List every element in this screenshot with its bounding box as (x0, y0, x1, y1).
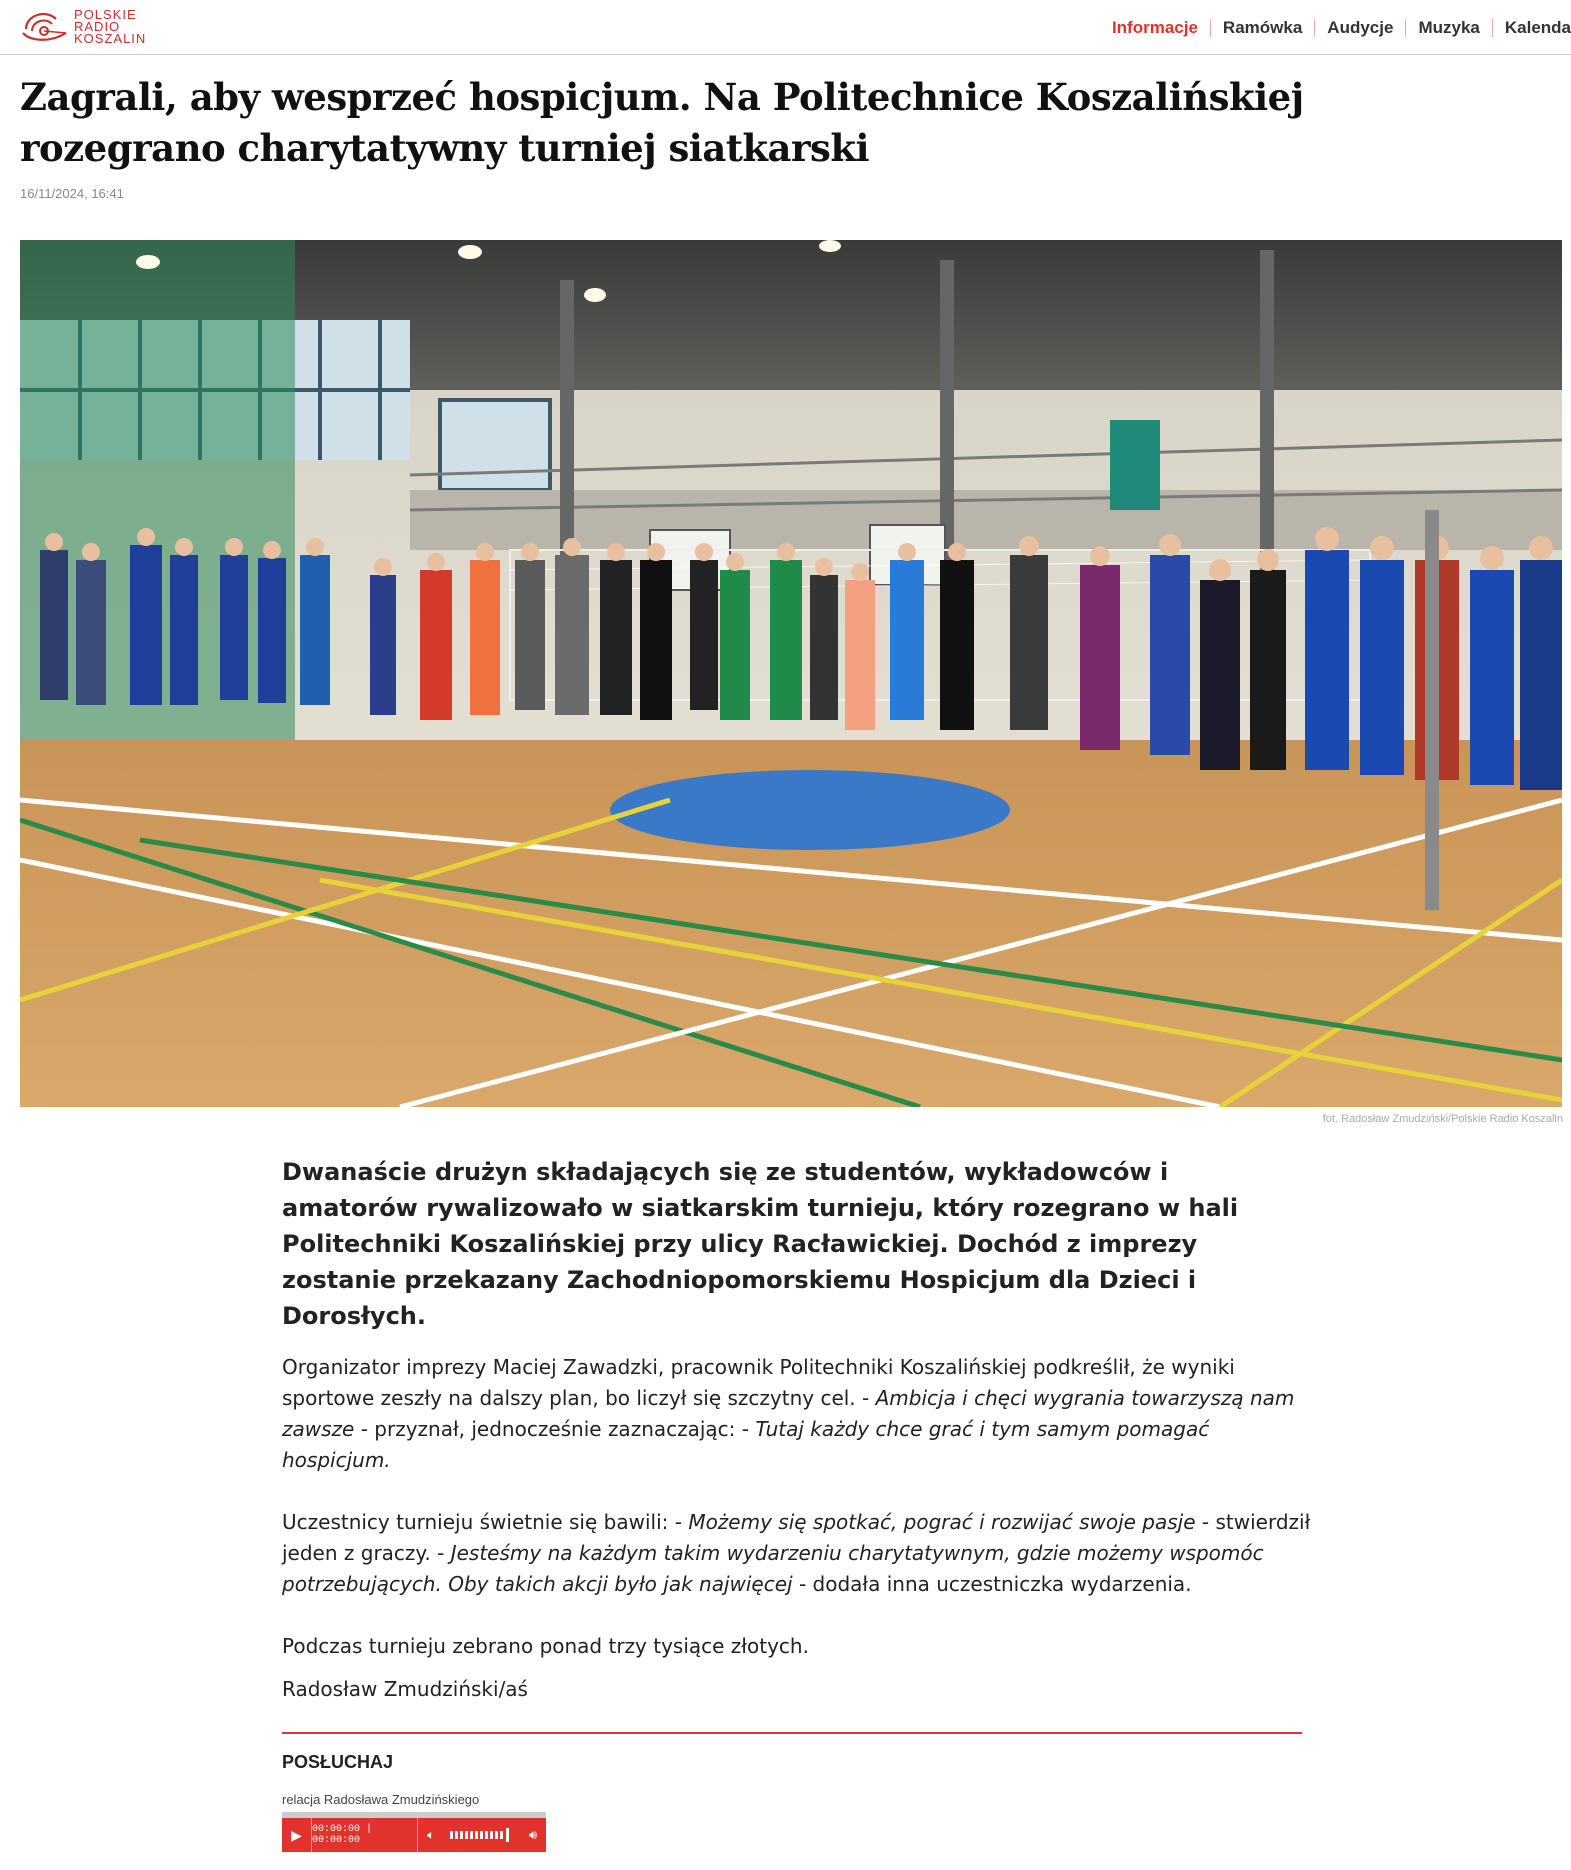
paragraph-text: Organizator imprezy Maciej Zawadzki, pracownik Politechniki Koszalińskiej podkreślił, że wyniki sportowe zeszły na dalszy plan, bo liczył się szczytny cel. - (282, 1355, 1235, 1410)
quote: Możemy się spotkać, pograć i rozwijać swoje pasje (688, 1510, 1196, 1534)
site-header (0, 0, 1571, 55)
nav-item-kalendarz[interactable]: Kalenda (1504, 18, 1571, 37)
radio-wave-logo-icon (20, 7, 70, 47)
site-logo[interactable] (20, 6, 160, 48)
paragraph-2 (282, 1507, 1312, 1600)
paragraph-1 (282, 1352, 1312, 1476)
logo-line-1: POLSKIE (74, 7, 137, 22)
volume-slider[interactable] (444, 1818, 520, 1852)
nav-item-informacje[interactable]: Informacje (1111, 18, 1198, 37)
player-time: 00:00:00 | 00:00:00 (312, 1818, 418, 1852)
photo-caption: fot. Radosław Zmudziński/Polskie Radio Koszalin (1322, 1113, 1563, 1125)
article-date: 16/11/2024, 16:41 (20, 186, 124, 201)
main-nav (1100, 17, 1571, 39)
audio-player (282, 1812, 546, 1852)
article-author: Radosław Zmudziński/aś (282, 1677, 528, 1701)
listen-subtitle: relacja Radosława Zmudzińskiego (282, 1792, 480, 1807)
nav-item-muzyka[interactable]: Muzyka (1418, 18, 1480, 37)
volume-bar (450, 1831, 504, 1839)
quote: Tutaj każdy chce grać i tym samym pomagać hospicjum. (282, 1417, 1210, 1472)
nav-item-ramowka[interactable]: Ramówka (1222, 18, 1303, 37)
sports-hall-photo (20, 240, 1562, 1107)
article-body (282, 1352, 1312, 1736)
paragraph-3: Podczas turnieju zebrano ponad trzy tysiące złotych. (282, 1634, 809, 1658)
quote: Ambicja i chęci wygrania towarzyszą nam zawsze (282, 1386, 1295, 1441)
quote: Jesteśmy na każdym takim wydarzeniu charytatywnym, gdzie możemy wspomóc potrzebujących. Oby takich akcji było jak najwięcej (282, 1541, 1264, 1596)
play-icon[interactable]: ▶ (282, 1818, 312, 1852)
mute-icon[interactable]: 🔈︎ (427, 1827, 435, 1842)
article-title: Zagrali, aby wesprzeć hospicjum. Na Politechnice Koszalińskiej rozegrano charytatywny turniej siatkarski (20, 75, 1304, 170)
logo-line-2: RADIO (74, 19, 121, 34)
logo-line-3: KOSZALIN (74, 31, 147, 46)
nav-item-audycje[interactable]: Audycje (1327, 18, 1394, 37)
volume-max-icon[interactable]: 🔊︎ (528, 1827, 538, 1842)
volume-knob[interactable] (506, 1828, 509, 1842)
article-photo[interactable] (20, 240, 1562, 1107)
paragraph-text: - stwierdził jeden z graczy. - (282, 1510, 1311, 1565)
logo-text (74, 9, 146, 45)
paragraph-text: - przyznał, jednocześnie zaznaczając: - (354, 1417, 756, 1441)
paragraph-text: Uczestnicy turnieju świetnie się bawili: - (282, 1510, 689, 1534)
listen-divider (282, 1732, 1302, 1734)
paragraph-text: - dodała inna uczestniczka wydarzenia. (792, 1572, 1192, 1596)
listen-heading: POSŁUCHAJ (282, 1752, 394, 1772)
article-lead: Dwanaście drużyn składających się ze studentów, wykładowców i amatorów rywalizowało w siatkarskim turnieju, który rozegrano w hali Politechniki Koszalińskiej przy ulicy Racławickiej. Dochód z imprezy zostanie przekazany Zachodniopomorskiemu Hospicjum dla Dzieci i Dorosłych. (282, 1158, 1239, 1330)
